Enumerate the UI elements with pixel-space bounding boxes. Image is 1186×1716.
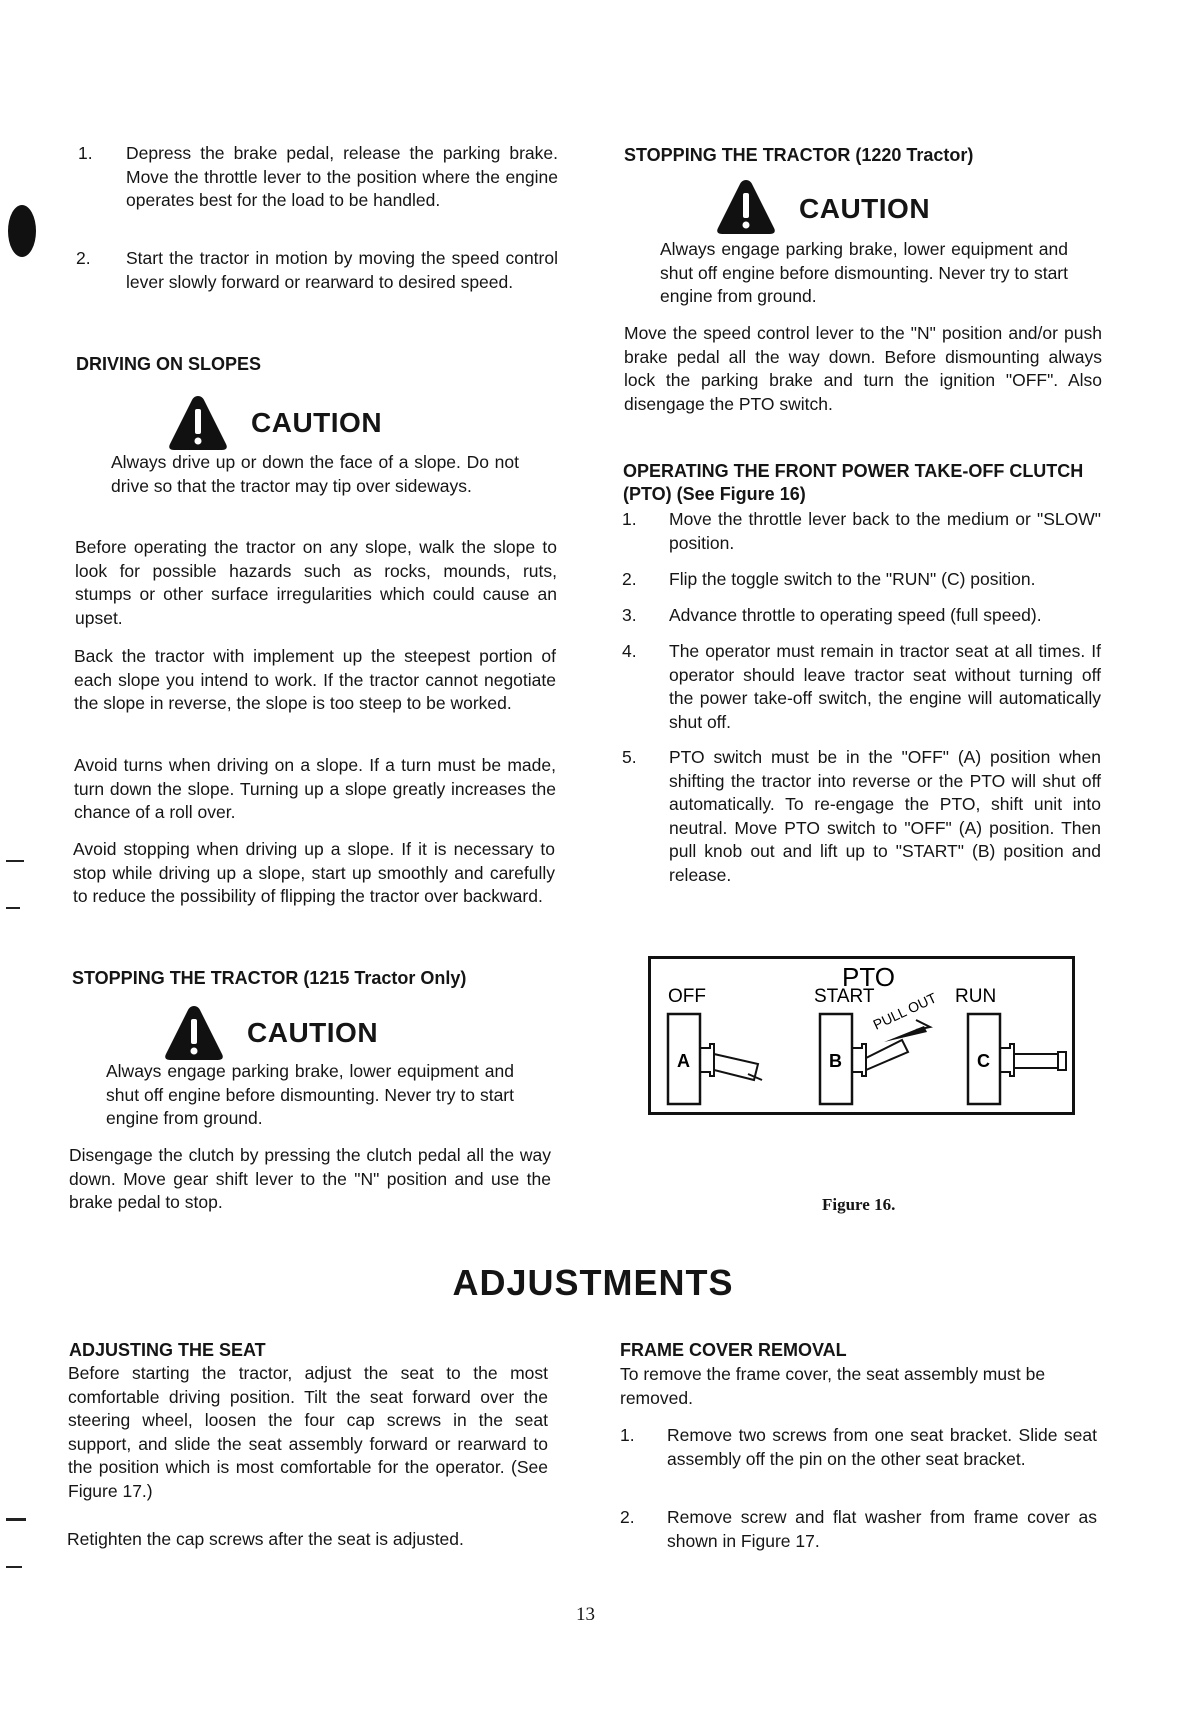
warning-icon xyxy=(716,178,776,236)
section-heading: ADJUSTING THE SEAT xyxy=(69,1340,266,1360)
section-heading: DRIVING ON SLOPES xyxy=(76,354,262,374)
step-number: 1. xyxy=(620,1425,635,1445)
margin-tick xyxy=(6,907,20,909)
step-number: 2. xyxy=(76,248,91,268)
caution-text: Always engage parking brake, lower equipment and shut off engine before dismounting. Never try to start engine from ground. xyxy=(660,239,1068,306)
step-text: Depress the brake pedal, release the parking brake. Move the throttle lever to the position where the engine operates best for the load to be handled. xyxy=(126,143,558,210)
warning-icon xyxy=(164,1004,224,1062)
start-label: START xyxy=(814,986,875,1007)
pull-out-label: PULL OUT xyxy=(870,989,939,1033)
step-number: 2. xyxy=(620,1507,635,1527)
off-label: OFF xyxy=(668,986,706,1007)
section-heading: FRAME COVER REMOVAL xyxy=(620,1340,847,1360)
step-text: Remove screw and flat washer from frame cover as shown in Figure 17. xyxy=(667,1507,1097,1551)
paragraph: Before starting the tractor, adjust the seat to the most comfortable driving position. Tilt the seat forward over the steering wheel, loosen the four cap screws in the seat support, and slide the seat assembly forward or rearward to the position which is most comfortable for the operator. (See Figure 17.) xyxy=(68,1363,548,1501)
figure-caption: Figure 16. xyxy=(822,1195,896,1214)
section-heading: OPERATING THE FRONT POWER TAKE-OFF CLUTCH (PTO) (See Figure 16) xyxy=(623,461,1084,504)
caution-title: CAUTION xyxy=(247,1017,379,1048)
step-number: 1. xyxy=(78,143,93,163)
switch-c-label: C xyxy=(977,1051,990,1071)
paragraph: To remove the frame cover, the seat assembly must be removed. xyxy=(620,1364,1046,1408)
paragraph: Move the speed control lever to the "N" position and/or push brake pedal all the way down. Before dismounting always lock the parking brake and turn the ignition "OFF". Also disengage the PTO switch. xyxy=(624,323,1102,414)
margin-tick xyxy=(6,860,24,862)
step-number: 2. xyxy=(622,569,637,589)
paragraph: Avoid turns when driving on a slope. If a turn must be made, turn down the slope. Turning up a slope greatly increases the chance of a roll over. xyxy=(74,755,556,822)
switch-b-label: B xyxy=(829,1051,842,1071)
caution-block xyxy=(168,394,408,458)
step-text: Move the throttle lever back to the medium or "SLOW" position. xyxy=(669,509,1101,553)
section-heading: STOPPING THE TRACTOR (1220 Tractor) xyxy=(624,145,974,165)
page-number: 13 xyxy=(576,1604,595,1625)
pto-switch-diagram xyxy=(648,956,1075,1115)
caution-text: Always engage parking brake, lower equipment and shut off engine before dismounting. Never try to start engine from ground. xyxy=(106,1061,514,1128)
caution-block xyxy=(716,178,956,242)
step-number: 3. xyxy=(622,605,637,625)
margin-tick xyxy=(6,1518,26,1521)
binder-hole-mark xyxy=(8,205,36,257)
margin-tick xyxy=(6,1566,22,1568)
paragraph: Retighten the cap screws after the seat is adjusted. xyxy=(67,1529,464,1549)
caution-title: CAUTION xyxy=(251,407,383,438)
step-number: 1. xyxy=(622,509,637,529)
pto-title: PTO xyxy=(842,962,895,992)
step-text: Flip the toggle switch to the "RUN" (C) position. xyxy=(669,569,1036,589)
caution-block xyxy=(164,1004,404,1068)
paragraph: Avoid stopping when driving up a slope. If it is necessary to stop while driving up a slope, start up smoothly and carefully to reduce the possibility of flipping the tractor over backward. xyxy=(73,839,555,906)
paragraph: Back the tractor with implement up the steepest portion of each slope you intend to work. If the tractor cannot negotiate the slope in reverse, the slope is too steep to be worked. xyxy=(74,646,556,713)
step-text: The operator must remain in tractor seat at all times. If operator should leave tractor seat without turning off the power take-off switch, the engine will automatically shut off. xyxy=(669,641,1101,732)
paragraph: Before operating the tractor on any slope, walk the slope to look for possible hazards such as rocks, mounds, ruts, stumps or other surface irregularities which could cause an upset. xyxy=(75,537,557,628)
step-text: Advance throttle to operating speed (full speed). xyxy=(669,605,1042,625)
run-label: RUN xyxy=(955,986,997,1007)
caution-title: CAUTION xyxy=(799,193,931,224)
page-title: ADJUSTMENTS xyxy=(452,1262,734,1303)
switch-a-label: A xyxy=(677,1051,690,1071)
step-number: 4. xyxy=(622,641,637,661)
section-heading: STOPPING THE TRACTOR (1215 Tractor Only) xyxy=(72,968,467,988)
step-text: PTO switch must be in the "OFF" (A) position when shifting the tractor into reverse or the PTO will shut off automatically. To re-engage the PTO, shift unit into neutral. Move PTO switch to "OFF" (A) position. Then pull knob out and lift up to "START" (B) position and release. xyxy=(669,747,1101,885)
step-text: Remove two screws from one seat bracket. Slide seat assembly off the pin on the other seat bracket. xyxy=(667,1425,1097,1469)
step-text: Start the tractor in motion by moving the speed control lever slowly forward or rearward to desired speed. xyxy=(126,248,558,292)
step-number: 5. xyxy=(622,747,637,767)
paragraph: Disengage the clutch by pressing the clutch pedal all the way down. Move gear shift lever to the "N" position and use the brake pedal to stop. xyxy=(69,1145,551,1212)
warning-icon xyxy=(168,394,228,452)
caution-text: Always drive up or down the face of a slope. Do not drive so that the tractor may tip over sideways. xyxy=(111,452,519,496)
pto-figure xyxy=(648,956,1075,1115)
